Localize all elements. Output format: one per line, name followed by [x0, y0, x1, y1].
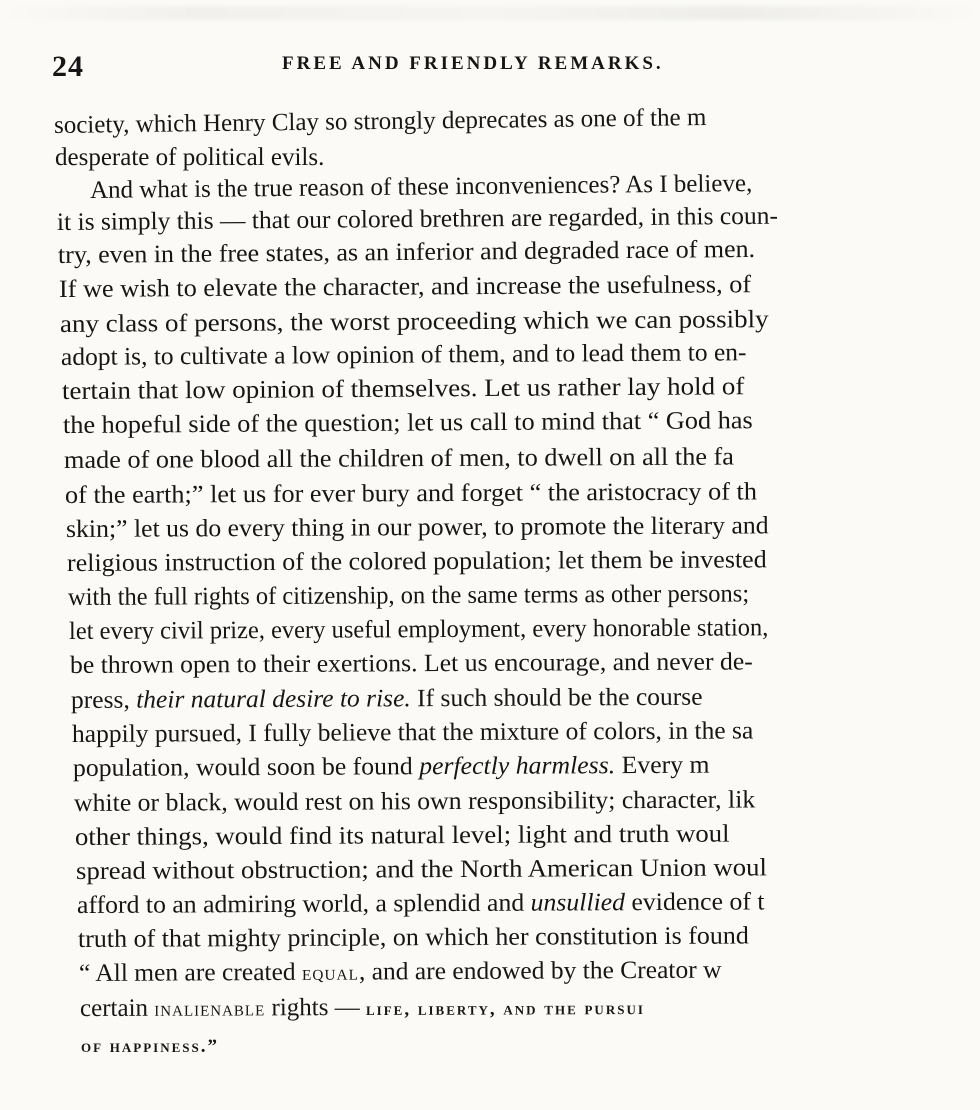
page-number: 24	[52, 50, 84, 83]
text-line: afford to an admiring world, a splendid and unsullied evidence of t	[76, 888, 765, 919]
italic-word: unsullied	[530, 889, 626, 917]
small-caps-phrase: of happiness.”	[81, 1036, 220, 1057]
text-line: religious instruction of the colored population; let them be invested	[66, 546, 767, 577]
text-line: with the full rights of citizenship, on the same terms as other persons;	[67, 580, 750, 611]
text-line: skin;” let us do every thing in our power, to promote the literary and	[65, 512, 769, 543]
text-line: other things, would find its natural level; light and truth woul	[74, 820, 730, 851]
text-line: let every civil prize, every useful employment, every honorable station,	[68, 614, 769, 645]
text-line: “ All men are created equal, and are endowed by the Creator w	[78, 956, 722, 987]
text-line: If we wish to elevate the character, and increase the usefulness, of	[58, 271, 752, 303]
text-line: desperate of political evils.	[55, 144, 325, 171]
text-line: society, which Henry Clay so strongly deprecates as one of the m	[53, 104, 707, 139]
text-line: tertain that low opinion of themselves. Let us rather lay hold of	[61, 373, 745, 405]
text-line: truth of that mighty principle, on which her constitution is found	[77, 922, 749, 953]
text-line: the hopeful side of the question; let us call to mind that “ God has	[62, 407, 753, 439]
text-line: And what is the true reason of these inconveniences? As I believe,	[89, 170, 753, 204]
text-line: made of one blood all the children of men, to dwell on all the fa	[63, 443, 734, 474]
small-caps-word: inalienable	[154, 996, 266, 1021]
small-caps-word: equal	[301, 960, 360, 985]
text-line: adopt is, to cultivate a low opinion of them, and to lead them to en-	[60, 339, 747, 371]
text-line: spread without obstruction; and the North American Union woul	[75, 854, 767, 885]
text-line: population, would soon be found perfectly harmless. Every m	[72, 751, 710, 782]
running-title: FREE AND FRIENDLY REMARKS.	[282, 53, 664, 74]
text-line	[81, 1030, 219, 1062]
text-line: press, their natural desire to rise. If such should be the course	[70, 683, 703, 714]
text-line: be thrown open to their exertions. Let us encourage, and never de-	[69, 648, 753, 679]
italic-phrase: their natural desire to rise.	[136, 685, 411, 714]
text-line: happily pursued, I fully believe that the mixture of colors, in the sa	[71, 717, 754, 748]
text-line: it is simply this — that our colored brethren are regarded, in this coun-	[56, 202, 778, 236]
text-line: of the earth;” let us for ever bury and forget “ the aristocracy of th	[64, 478, 757, 509]
italic-phrase: perfectly harmless.	[419, 752, 616, 781]
text-line: try, even in the free states, as an inferior and degraded race of men.	[57, 235, 756, 269]
text-line: white or black, would rest on his own responsibility; character, lik	[73, 786, 756, 817]
text-line: any class of persons, the worst proceeding which we can possibly	[59, 306, 769, 338]
small-caps-phrase: life, liberty, and the pursui	[365, 998, 645, 1021]
text-line: certain inalienable rights — life, liberty, and the pursui	[79, 994, 645, 1022]
